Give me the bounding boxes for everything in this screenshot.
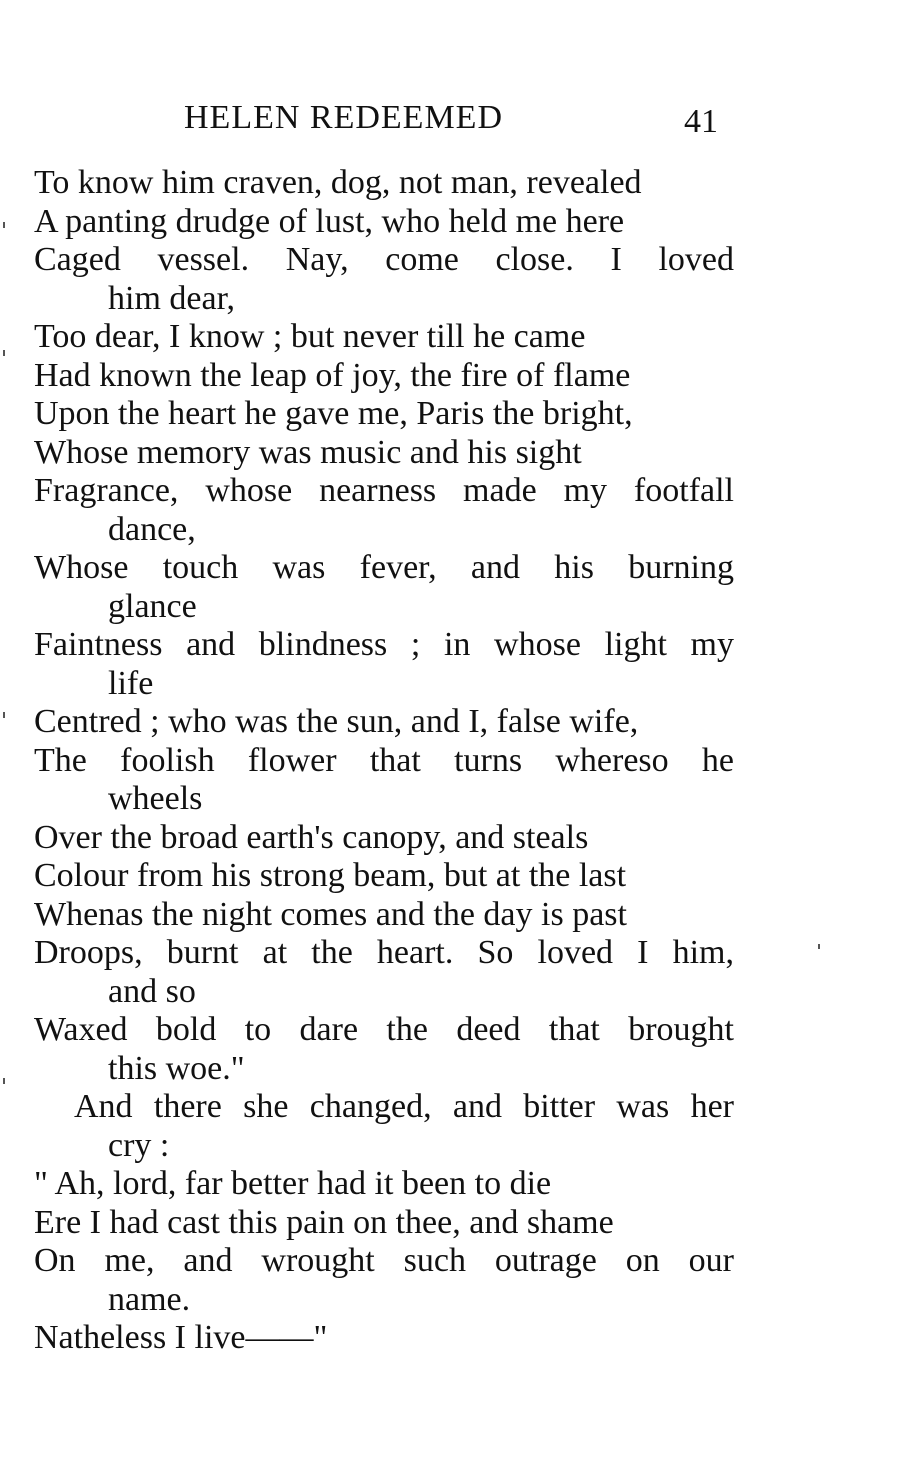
poem-line: Colour from his strong beam, but at the last bbox=[34, 857, 627, 894]
poem-line-turnover: and so bbox=[108, 972, 196, 1010]
poem-line: Waxed bold to dare the deed that brought bbox=[34, 1011, 734, 1048]
poem-line: Natheless I live——" bbox=[34, 1319, 328, 1356]
poem-line: Had known the leap of joy, the fire of flame bbox=[34, 356, 631, 394]
poem-line-turnover: wheels bbox=[108, 780, 203, 817]
scan-speck bbox=[3, 1078, 5, 1084]
poem-line: Faintness and blindness ; in whose light my bbox=[34, 626, 734, 663]
poem-text bbox=[34, 164, 734, 1358]
scan-speck bbox=[818, 944, 820, 949]
poem-line: Centred ; who was the sun, and I, false wife, bbox=[34, 703, 639, 740]
poem-line-turnover: cry : bbox=[108, 1126, 170, 1164]
poem-line: Whenas the night comes and the day is past bbox=[34, 895, 627, 933]
scan-speck bbox=[3, 712, 5, 718]
poem-line: Too dear, I know ; but never till he came bbox=[34, 318, 586, 355]
poem-line-turnover: dance, bbox=[108, 510, 196, 548]
scan-speck bbox=[3, 222, 5, 228]
poem-line-indented: And there she changed, and bitter was her bbox=[74, 1088, 734, 1125]
poem-line: Droops, burnt at the heart. So loved I him, bbox=[34, 934, 734, 971]
running-head bbox=[34, 96, 734, 140]
poem-line: Whose touch was fever, and his burning bbox=[34, 549, 734, 586]
poem-line: " Ah, lord, far better had it been to die bbox=[34, 1165, 552, 1202]
poem-line: Over the broad earth's canopy, and steals bbox=[34, 818, 589, 856]
poem-line-turnover: life bbox=[108, 664, 154, 702]
poem-line-turnover: glance bbox=[108, 587, 197, 625]
poem-line: To know him craven, dog, not man, revealed bbox=[34, 164, 642, 201]
poem-line: Ere I had cast this pain on thee, and shame bbox=[34, 1203, 614, 1241]
poem-line-turnover: name. bbox=[108, 1280, 191, 1318]
scan-speck bbox=[3, 350, 5, 356]
poem-line-turnover: this woe." bbox=[108, 1049, 245, 1087]
poem-line: Fragrance, whose nearness made my footfall bbox=[34, 472, 734, 509]
poem-line-turnover: him dear, bbox=[108, 279, 236, 317]
poem-line: Whose memory was music and his sight bbox=[34, 433, 582, 471]
poem-line: The foolish flower that turns whereso he bbox=[34, 741, 734, 779]
poem-line: Caged vessel. Nay, come close. I loved bbox=[34, 241, 734, 278]
page-number: 41 bbox=[684, 103, 718, 140]
poem-line: On me, and wrought such outrage on our bbox=[34, 1242, 734, 1279]
running-title: HELEN REDEEMED bbox=[184, 99, 504, 136]
poem-line: A panting drudge of lust, who held me here bbox=[34, 202, 625, 240]
poem-line: Upon the heart he gave me, Paris the bright, bbox=[34, 395, 633, 432]
